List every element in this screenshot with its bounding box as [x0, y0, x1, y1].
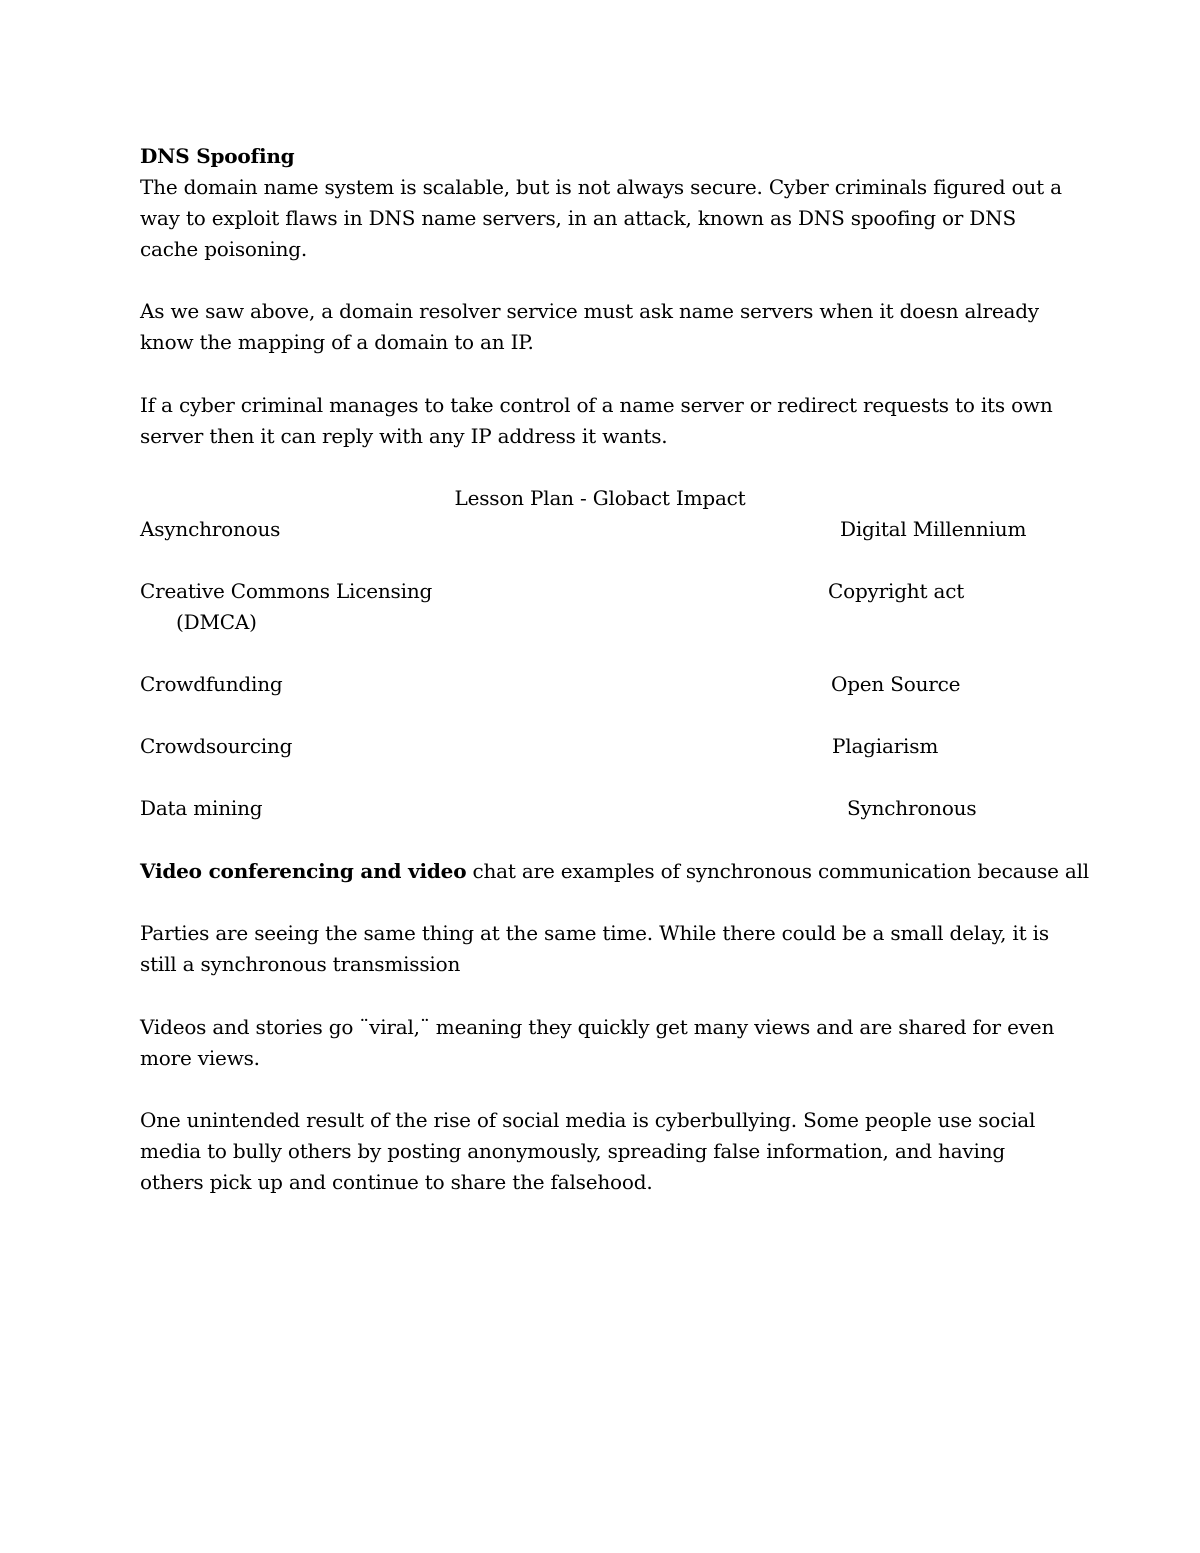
lesson-plan-title: Lesson Plan - Globact Impact — [454, 486, 746, 510]
cyberbullying-paragraph — [140, 1105, 1065, 1198]
parties-paragraph — [140, 918, 1065, 980]
term-left-4: Crowdsourcing — [140, 734, 293, 758]
term-right-5: Synchronous — [847, 796, 977, 820]
term-right-3: Open Source — [831, 672, 961, 696]
term-left-3: Crowdfunding — [140, 672, 283, 696]
video-bold-text: Video conferencing and video — [140, 859, 467, 883]
viral-text: Videos and stories go ¨viral,¨ meaning they quickly get many views and are shared for even more views. — [140, 1015, 1055, 1070]
term-right-4: Plagiarism — [832, 734, 939, 758]
term-left-1: Asynchronous — [140, 517, 281, 541]
video-rest-text: chat are examples of synchronous communication because all — [466, 859, 1089, 883]
cyberbullying-text: One unintended result of the rise of social media is cyberbullying. Some people use social media to bully others by posting anonymously, spreading false information, and having others pick up and continue to share the falsehood. — [140, 1108, 1036, 1194]
video-paragraph — [140, 856, 1089, 887]
term-left-2: Creative Commons Licensing — [140, 579, 433, 603]
criminal-paragraph — [140, 390, 1065, 452]
resolver-text: As we saw above, a domain resolver service must ask name servers when it doesn already know the mapping of a domain to an IP. — [140, 299, 1039, 354]
section-heading: DNS Spoofing — [140, 144, 295, 168]
criminal-text: If a cyber criminal manages to take control of a name server or redirect requests to its own server then it can reply with any IP address it wants. — [140, 393, 1053, 448]
term-right-1: Digital Millennium — [840, 517, 1027, 541]
term-right-2: Copyright act — [828, 579, 965, 603]
viral-paragraph — [140, 1012, 1065, 1074]
resolver-paragraph — [140, 296, 1065, 358]
term-left-5: Data mining — [140, 796, 263, 820]
term-left-continuation: (DMCA) — [176, 610, 257, 634]
intro-paragraph — [140, 172, 1065, 265]
parties-text: Parties are seeing the same thing at the same time. While there could be a small delay, it is still a synchronous transmission — [140, 921, 1049, 976]
intro-text: The domain name system is scalable, but is not always secure. Cyber criminals figured out a way to exploit flaws in DNS name servers, in an attack, known as DNS spoofing or DNS cache poisoning. — [140, 175, 1062, 261]
